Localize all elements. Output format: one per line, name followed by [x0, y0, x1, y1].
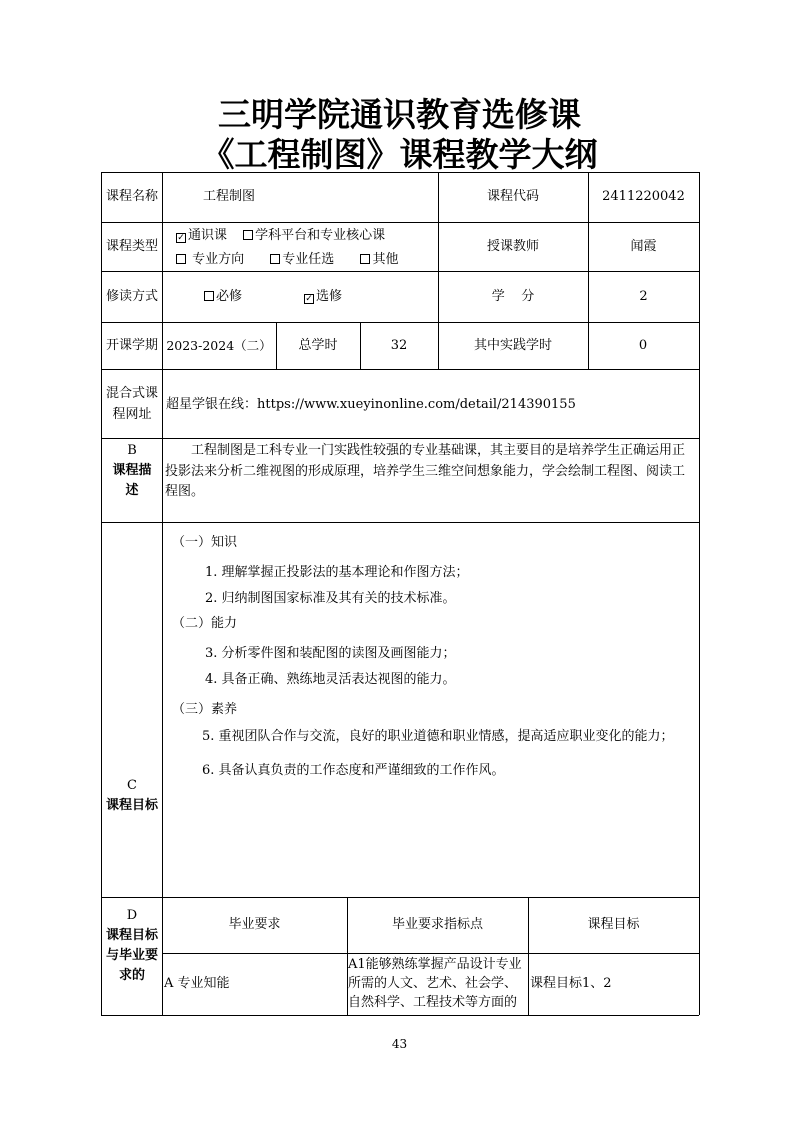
checkbox-icon: [360, 254, 370, 264]
course-code-value: 2411220042: [602, 189, 685, 204]
total-hours-value: 32: [390, 337, 408, 353]
teacher-label: 授课教师: [486, 239, 539, 254]
checkbox-fangxiang: 专业方向: [176, 252, 244, 267]
objective-item: 1. 理解掌握正投影法的基本理论和作图方法；: [205, 565, 469, 580]
checkbox-icon: [176, 254, 186, 264]
course-url-value: 超星学银在线：https://www.xueyinonline.com/detail/214390155: [166, 397, 576, 412]
checkbox-icon: [204, 291, 214, 301]
checkbox-xueke: 学科平台和专业核心课: [243, 228, 385, 243]
course-name-value: 工程制图: [203, 189, 256, 204]
mapping-header-indicator: 毕业要求指标点: [391, 917, 483, 932]
mapping-header-requirement: 毕业要求: [228, 917, 281, 932]
teacher-value: 闻霞: [630, 239, 657, 254]
study-mode-options: [164, 273, 436, 321]
course-type-options: [172, 226, 434, 270]
checkbox-xuanxiu: ✓ 选修: [305, 289, 343, 304]
term-label: 开课学期: [105, 337, 158, 353]
description-label: [104, 441, 160, 519]
objective-heading-ability: （二）能力: [172, 616, 238, 631]
checkbox-icon: [243, 230, 253, 240]
course-type-label: 课程类型: [105, 239, 158, 254]
objective-item: 6. 具备认真负责的工作态度和严谨细致的工作作风。: [202, 763, 505, 778]
objectives-label: [104, 776, 160, 820]
practice-hours-label: 其中实践学时: [473, 337, 552, 353]
objectives-title: 课程目标: [105, 798, 158, 813]
checkbox-tongshi: ✓ 通识课: [177, 228, 228, 243]
mapping-letter: D: [126, 908, 138, 923]
mapping-title: 课程目标与毕业要求的: [105, 928, 158, 983]
document-title-line2: 《工程制图》课程教学大纲: [201, 135, 598, 174]
objectives-letter: C: [127, 778, 137, 793]
description-letter: B: [127, 443, 137, 458]
page-number: 43: [391, 1037, 408, 1051]
description-text: 工程制图是工科专业一门实践性较强的专业基础课，其主要目的是培养学生正确运用正投影法来分析二维视图的形成原理，培养学生三维空间想象能力，学会绘制工程图、阅读工程图。: [165, 443, 686, 499]
objective-heading-knowledge: （一）知识: [172, 535, 238, 550]
mapping-objective-cell: 课程目标1、2: [530, 976, 612, 991]
mapping-requirement-cell: A 专业知能: [164, 976, 230, 991]
study-mode-label: 修读方式: [105, 289, 158, 304]
objective-item: 3. 分析零件图和装配图的读图及画图能力；: [205, 646, 456, 661]
mapping-header-objective: 课程目标: [587, 917, 640, 932]
checkbox-bixiu: 必修: [204, 287, 242, 307]
checked-checkbox-icon: ✓: [177, 233, 185, 243]
total-hours-label: 总学时: [298, 337, 338, 353]
course-name-label: 课程名称: [105, 189, 158, 204]
mapping-indicator-cell: A1能够熟练掌握产品设计专业所需的人文、艺术、社会学、自然科学、工程技术等方面的: [348, 957, 522, 1010]
term-value: 2023-2024（二）: [166, 337, 272, 353]
objective-item: 4. 具备正确、熟练地灵活表达视图的能力。: [205, 672, 456, 687]
objective-item: 2. 归纳制图国家标准及其有关的技术标准。: [205, 591, 456, 606]
description-title: 课程描述: [112, 463, 152, 498]
course-code-label: 课程代码: [486, 189, 539, 204]
course-url-label: 混合式课程网址: [106, 386, 159, 422]
checked-checkbox-icon: ✓: [305, 294, 313, 304]
credit-value: 2: [639, 289, 648, 304]
document-title-line1: 三明学院通识教育选修课: [218, 95, 581, 134]
practice-hours-value: 0: [638, 337, 648, 353]
credit-label: 学 分: [491, 289, 535, 304]
objective-heading-quality: （三）素养: [172, 702, 238, 717]
checkbox-icon: [270, 254, 280, 264]
mapping-label: [103, 906, 161, 1010]
checkbox-qita: 其他: [360, 252, 398, 267]
objective-item: 5. 重视团队合作与交流，良好的职业道德和职业情感，提高适应职业变化的能力；: [202, 729, 674, 744]
checkbox-renxuan: 专业任选: [270, 252, 334, 267]
